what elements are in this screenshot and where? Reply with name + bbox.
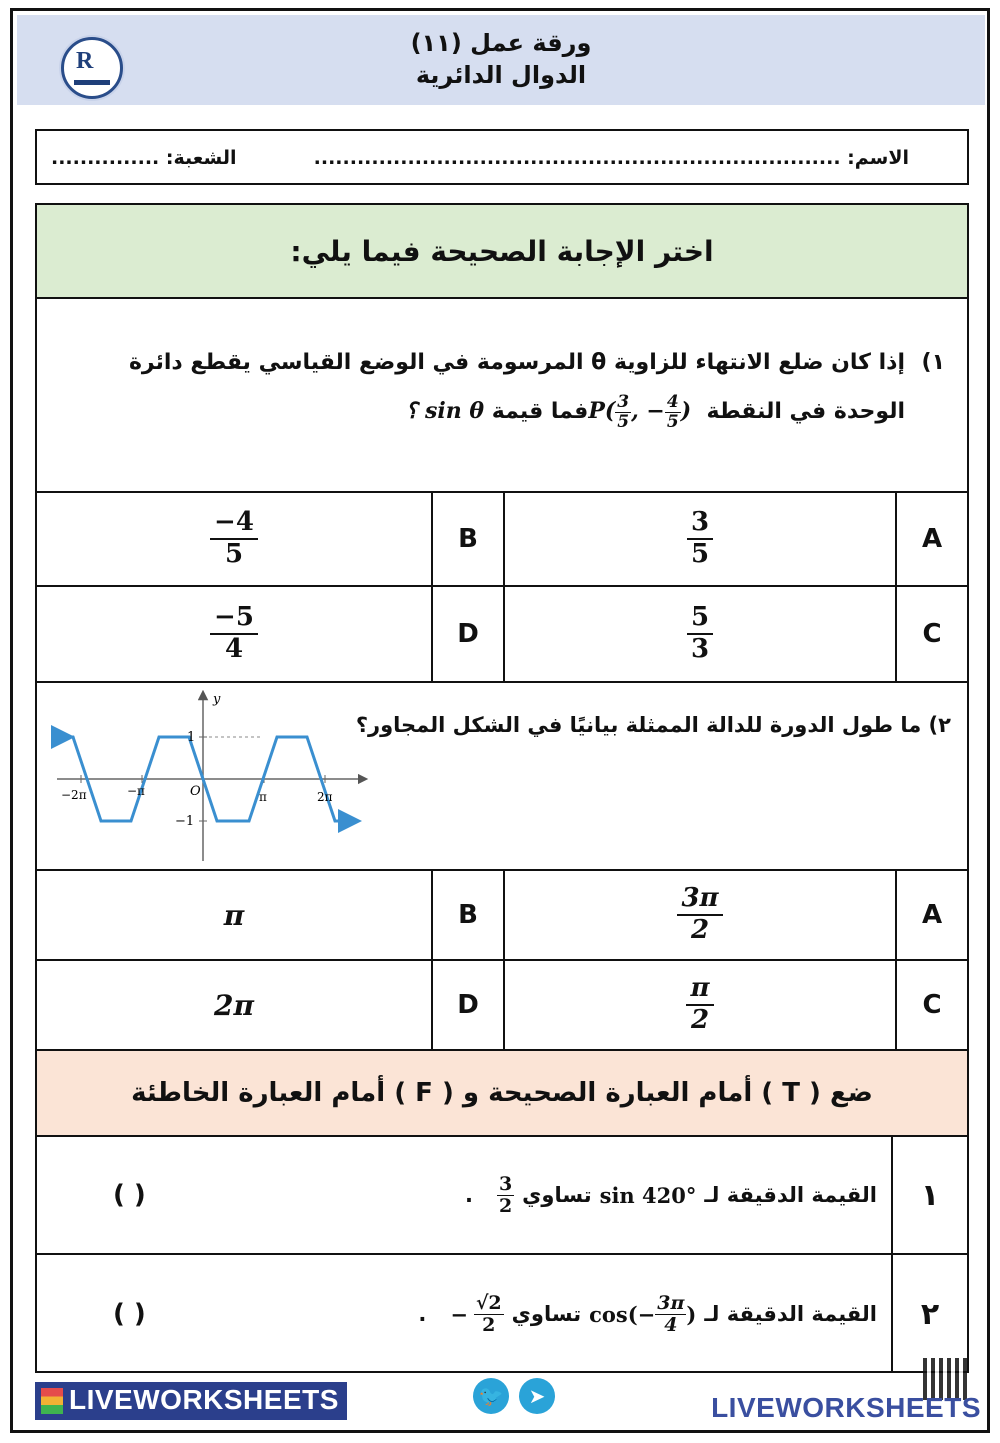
q1-option-d[interactable]: $\frac{-5}{4}$ xyxy=(37,587,431,681)
q1-options-row-2 xyxy=(37,587,967,683)
twitter-icon[interactable]: 🐦 xyxy=(473,1378,509,1414)
student-section-field[interactable]: الشعبة: ............... xyxy=(51,147,237,169)
q2-options-row-2 xyxy=(37,961,967,1051)
option-letter: B xyxy=(431,493,503,585)
footer xyxy=(13,1368,993,1430)
worksheet xyxy=(10,8,990,1433)
multiple-choice-heading: اختر الإجابة الصحيحة فيما يلي: xyxy=(37,205,967,299)
q2-option-a[interactable]: $\frac{3\pi}{2}$ xyxy=(503,871,895,959)
option-letter: D xyxy=(431,961,503,1049)
questions-table xyxy=(35,203,969,1373)
q1-option-b[interactable]: $\frac{-4}{5}$ xyxy=(37,493,431,585)
student-name-field[interactable]: الاسم: ......................................................................... xyxy=(313,147,909,169)
tf-index: ١ xyxy=(891,1137,967,1253)
svg-text:1: 1 xyxy=(187,730,196,745)
q2-option-b[interactable]: π xyxy=(223,898,245,932)
question-2 xyxy=(37,683,967,871)
option-letter: C xyxy=(895,961,967,1049)
question-1-number: ١) xyxy=(921,350,945,375)
sin-theta: sin θ ؟ xyxy=(405,398,485,424)
tick-label: 2π xyxy=(317,790,333,804)
liveworksheets-watermark: LIVEWORKSHEETS xyxy=(711,1392,981,1423)
worksheet-title: ورقة عمل (١١) xyxy=(410,29,592,57)
question-1-line-2: الوحدة في النقطة P( $\frac{3}{5}$ , − $\frac{4}{5}$ ) فما قيمة sin θ ؟ xyxy=(405,391,905,432)
logo-letter: R xyxy=(76,48,94,74)
tick-label: −2π xyxy=(61,788,87,802)
student-info-box xyxy=(35,129,969,185)
q1-options-row-1 xyxy=(37,493,967,587)
tf-answer-1[interactable]: ( ) xyxy=(113,1180,146,1210)
option-letter: B xyxy=(431,871,503,959)
function-graph xyxy=(45,689,375,867)
worksheet-subtitle: الدوال الدائرية xyxy=(415,61,587,89)
school-logo xyxy=(61,37,123,99)
option-letter: A xyxy=(895,493,967,585)
option-letter: C xyxy=(895,587,967,681)
telegram-icon[interactable]: ➤ xyxy=(519,1378,555,1414)
liveworksheets-logo[interactable]: LIVEWORKSHEETS xyxy=(35,1382,347,1420)
option-letter: A xyxy=(895,871,967,959)
q1-option-a[interactable]: $\frac{3}{5}$ xyxy=(503,493,895,585)
question-2-text: ٢) ما طول الدورة للدالة الممثلة بيانيًا في الشكل المجاور؟ xyxy=(355,713,951,737)
q2-options-row-1 xyxy=(37,871,967,961)
true-false-heading: ضع ( T ) أمام العبارة الصحيحة و ( F ) أمام العبارة الخاطئة xyxy=(37,1051,967,1137)
tf-statement-2: ٢ القيمة الدقيقة لـ cos(− $\frac{3\pi}{4}$ ) تساوي − $\frac{√2}{2}$ . ( ) xyxy=(37,1255,967,1373)
svg-text:−1: −1 xyxy=(175,814,195,829)
question-1-line-1: إذا كان ضلع الانتهاء للزاوية θ المرسومة في الوضع القياسي يقطع دائرة xyxy=(128,350,905,375)
tf-answer-2[interactable]: ( ) xyxy=(113,1299,146,1329)
point-p: P( $\frac{3}{5}$ , − $\frac{4}{5}$ ) xyxy=(588,391,692,432)
origin-label: O xyxy=(190,784,201,799)
tick-label: π xyxy=(259,790,267,804)
option-letter: D xyxy=(431,587,503,681)
tick-label: −π xyxy=(127,784,145,798)
question-1 xyxy=(37,299,967,493)
y-label: y xyxy=(213,692,221,707)
tf-index: ٢ xyxy=(891,1255,967,1373)
q2-option-c[interactable]: $\frac{\pi}{2}$ xyxy=(503,961,895,1049)
header-banner xyxy=(17,15,985,105)
q2-option-d[interactable]: 2π xyxy=(214,988,254,1022)
tf-statement-1: ١ القيمة الدقيقة لـ sin 420° تساوي $\frac{3}{2}$ . ( ) xyxy=(37,1137,967,1255)
q1-option-c[interactable]: $\frac{5}{3}$ xyxy=(503,587,895,681)
